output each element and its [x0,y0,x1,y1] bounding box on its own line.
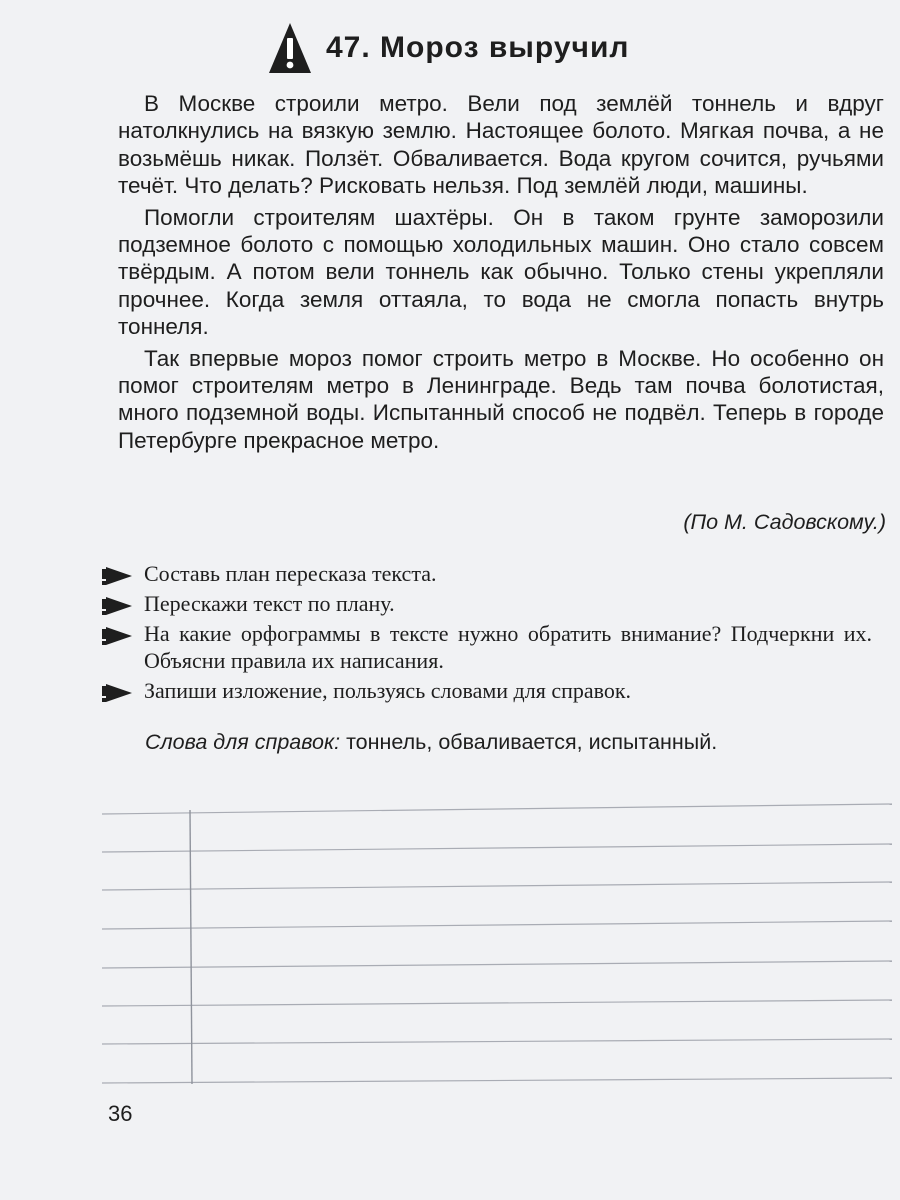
story-paragraph: Помогли строителям шахтёры. Он в таком грунте заморозили подземное болото с помощью холодильных машин. Оно стало совсем твёрдым. А потом вели тоннель как обычно. Только стены укрепляли прочнее. Когда земля оттаяла, то вода не смогла попасть внутрь тоннеля. [118,204,884,340]
task-item [100,677,872,704]
task-item [100,560,872,587]
story-text [118,90,884,454]
reference-label: Слова для справок: [145,730,341,754]
writing-line [102,844,892,852]
page-number: 36 [108,1101,133,1126]
exercise-header [268,18,629,78]
story-paragraph: Так впервые мороз помог строить метро в Москве. Но особенно он помог строителям метро в Ленинграде. Ведь там почва болотистая, много подземной воды. Испытанный способ не подвёл. Теперь в городе Петербурге прекрасное метро. [118,345,884,453]
writing-lines[interactable] [102,800,894,1090]
task-text: Составь план пересказа текста. [144,561,437,586]
task-text: Перескажи текст по плану. [144,591,395,616]
writing-line [102,1000,892,1006]
writing-line [102,804,892,814]
story-paragraph: В Москве строили метро. Вели под землёй тоннель и вдруг натолкнулись на вязкую землю. Настоящее болото. Мягкая почва, а не возьмёшь никак. Ползёт. Обваливается. Вода кругом сочится, ручьями течёт. Что делать? Рисковать нельзя. Под землёй люди, машины. [118,91,884,199]
writing-line [102,1078,892,1083]
task-item [100,590,872,617]
writing-line [102,961,892,968]
reference-words [145,727,785,757]
story-source: (По М. Садовскому.) [683,510,886,534]
task-arrow-icon [100,565,134,587]
writing-line [102,1039,892,1044]
writing-line [102,921,892,929]
exercise-title: 47. Мороз выручил [326,31,630,64]
task-item [100,620,872,674]
task-text: На какие орфограммы в тексте нужно обратить внимание? Подчеркни их. Объясни правила их написания. [144,621,872,673]
writing-line [102,882,892,890]
task-arrow-icon [100,625,134,647]
task-list [100,560,872,707]
reference-words-list: тоннель, обваливается, испытанный. [346,730,718,754]
task-arrow-icon [100,595,134,617]
warning-triangle-icon [268,22,312,74]
task-arrow-icon [100,682,134,704]
task-text: Запиши изложение, пользуясь словами для справок. [144,678,632,703]
